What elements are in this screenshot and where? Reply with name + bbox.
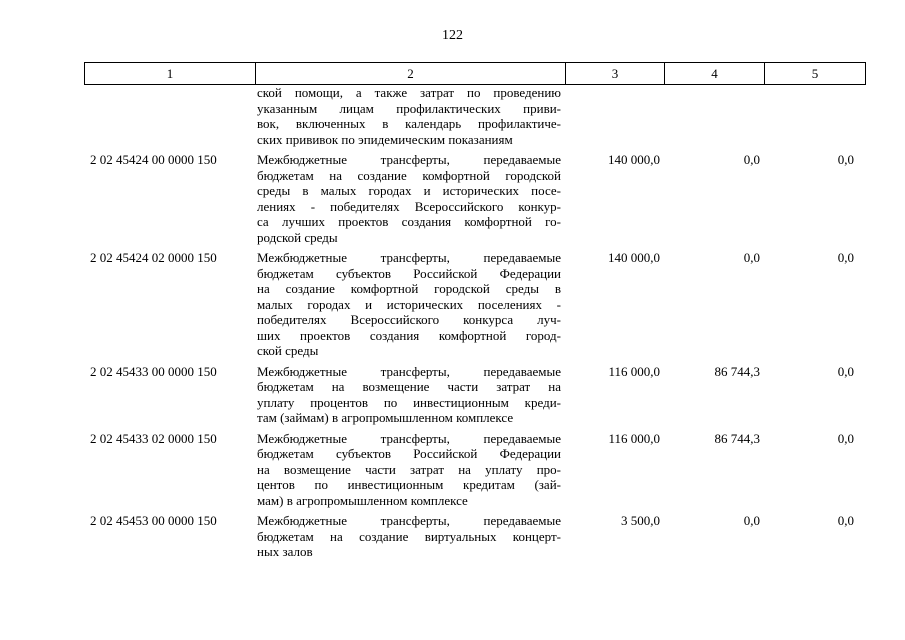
- amount-col3: 3 500,0: [621, 513, 660, 528]
- description-line: ской среды: [257, 343, 319, 358]
- budget-code: 2 02 45424 00 0000 150: [90, 152, 217, 167]
- description-line: бюджетам субъектов Российской Федерации: [257, 446, 561, 461]
- budget-code: 2 02 45433 02 0000 150: [90, 430, 217, 446]
- amount-col5: 0,0: [837, 250, 854, 265]
- description-line: бюджетам на создание комфортной городской: [257, 167, 561, 183]
- amount-col3: 116 000,0: [608, 430, 660, 446]
- amount-col5: 0,0: [837, 363, 854, 379]
- description-line: на возмещение части затрат на уплату про-: [257, 461, 561, 477]
- table-row: [84, 85, 865, 147]
- amount-col4: 0,0: [743, 513, 760, 528]
- description: [255, 431, 561, 509]
- description-line: Межбюджетные трансферты, передаваемые: [257, 250, 561, 265]
- description-line: малых городах и исторических поселениях -: [257, 296, 561, 312]
- column-header-row: [85, 63, 866, 85]
- description-line: там (займам) в агропромышленном комплексе: [257, 410, 514, 425]
- amount-col5: 0,0: [837, 152, 854, 167]
- description-line: Межбюджетные трансферты, передаваемые: [257, 152, 561, 167]
- column-header-5: 5: [765, 63, 866, 85]
- budget-code: 2 02 45453 00 0000 150: [90, 513, 217, 528]
- table-row: [84, 431, 865, 509]
- budget-table-body: [84, 85, 865, 560]
- description-line: ных залов: [257, 544, 313, 559]
- amount-col3: 116 000,0: [608, 363, 660, 379]
- description-line: уплату процентов по инвестиционным креди-: [257, 394, 561, 410]
- amount-col4: 86 744,3: [714, 430, 760, 446]
- table-row: [84, 513, 865, 560]
- column-header-1: 1: [85, 63, 256, 85]
- amount-col3: 140 000,0: [608, 250, 660, 265]
- amount-col4: 86 744,3: [714, 363, 760, 379]
- description-line: Межбюджетные трансферты, передаваемые: [257, 513, 561, 528]
- description-line: Межбюджетные трансферты, передаваемые: [257, 430, 561, 446]
- description: [255, 250, 561, 359]
- description-line: бюджетам субъектов Российской Федерации: [257, 265, 561, 281]
- description: [255, 85, 561, 147]
- amount-col4: 0,0: [743, 250, 760, 265]
- amount-col5: 0,0: [837, 513, 854, 528]
- description: [255, 152, 561, 245]
- description-line: среды в малых городах и исторических посе-: [257, 183, 561, 198]
- description-line: победителях Всероссийского конкурса луч-: [257, 312, 561, 327]
- description-line: родской среды: [257, 229, 338, 245]
- table-row: [84, 152, 865, 245]
- description-line: центов по инвестиционным кредитам (зай-: [257, 477, 561, 492]
- column-header-4: 4: [665, 63, 765, 85]
- page-number: 122: [442, 28, 463, 43]
- description: [255, 364, 561, 426]
- description: [255, 513, 561, 560]
- description-line: са лучших проектов создания комфортной го-: [257, 214, 561, 229]
- amount-col3: 140 000,0: [608, 152, 660, 167]
- description-line: вок, включенных в календарь профилактиче-: [257, 116, 561, 131]
- column-header-3: 3: [566, 63, 665, 85]
- column-header-2: 2: [256, 63, 566, 85]
- column-header-table: [84, 62, 866, 85]
- description-line: лениях - победителях Всероссийского конкур-: [257, 198, 561, 214]
- description-line: ших проектов создания комфортной город-: [257, 327, 561, 343]
- description-line: указанным лицам профилактических приви-: [257, 100, 561, 116]
- description-line: ской помощи, а также затрат по проведению: [257, 85, 561, 100]
- amount-col5: 0,0: [837, 430, 854, 446]
- table-row: [84, 364, 865, 426]
- budget-code: 2 02 45433 00 0000 150: [90, 363, 217, 379]
- description-line: Межбюджетные трансферты, передаваемые: [257, 363, 561, 379]
- budget-code: 2 02 45424 02 0000 150: [90, 250, 217, 265]
- description-line: бюджетам на создание виртуальных концерт-: [257, 528, 561, 544]
- description-line: ских прививок по эпидемическим показаниям: [257, 131, 513, 147]
- amount-col4: 0,0: [743, 152, 760, 167]
- description-line: на создание комфортной городской среды в: [257, 281, 561, 296]
- description-line: бюджетам на возмещение части затрат на: [257, 379, 561, 394]
- description-line: мам) в агропромышленном комплексе: [257, 492, 468, 508]
- table-row: [84, 250, 865, 359]
